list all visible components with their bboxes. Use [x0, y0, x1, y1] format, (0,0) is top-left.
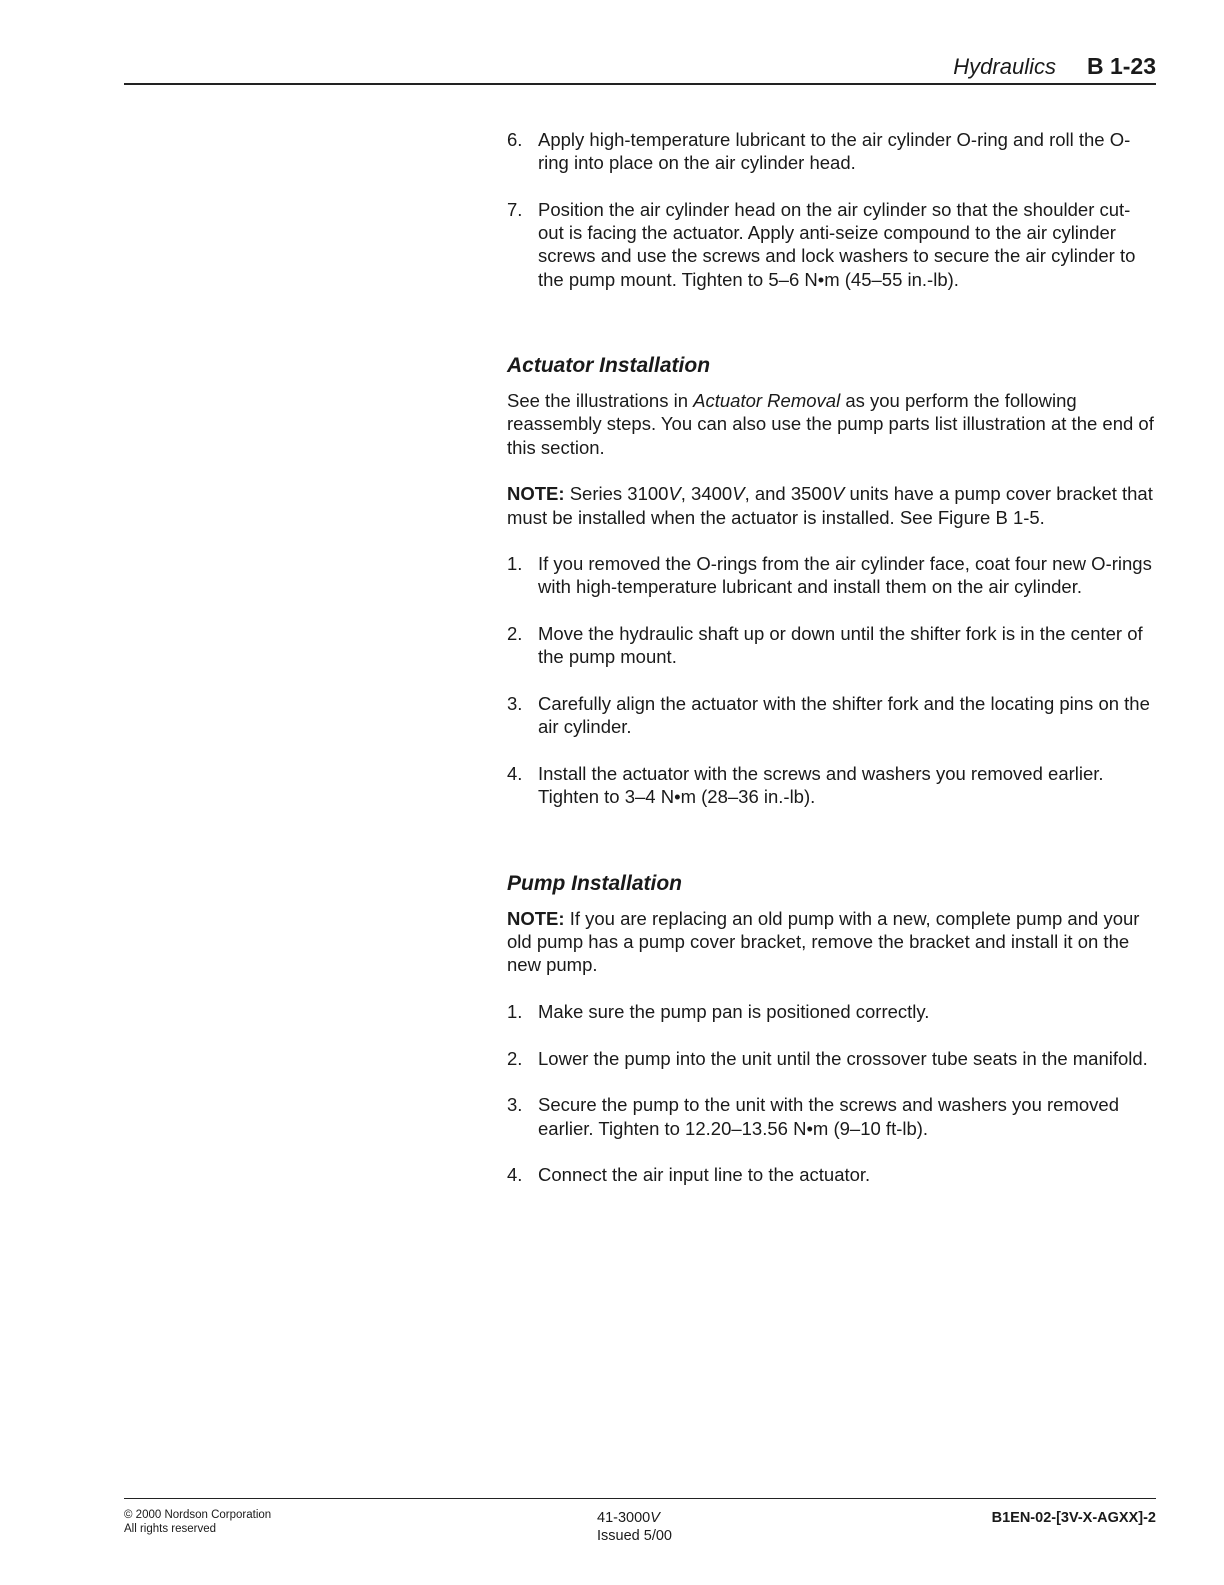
document-code: B1EN-02-[3V-X-AGXX]-2: [991, 1510, 1156, 1526]
actuator-intro: [507, 389, 1155, 459]
step-number: 1.: [507, 553, 523, 575]
step-text: Carefully align the actuator with the shifter fork and the locating pins on the air cylinder.: [538, 693, 1150, 738]
note-model-suffix: V: [732, 483, 745, 505]
step-number: 4.: [507, 762, 523, 784]
actuator-step: [507, 762, 1155, 808]
footer-rule: [124, 1498, 1156, 1499]
header-rule: [124, 83, 1156, 85]
issue-date: Issued 5/00: [597, 1528, 672, 1544]
step-text: Lower the pump into the unit until the crossover tube seats in the manifold.: [538, 1047, 1148, 1069]
actuator-installation-heading: Actuator Installation: [507, 354, 711, 378]
pump-installation-heading: Pump Installation: [507, 871, 683, 895]
step-number: 6.: [507, 129, 523, 150]
note-label: NOTE:: [507, 483, 565, 505]
note-text: If you are replacing an old pump with a new, complete pump and your old pump has a pump cover bracket, remove the bracket and install it on the new pump.: [507, 907, 1140, 976]
step-text: Position the air cylinder head on the air cylinder so that the shoulder cut-out is facing the actuator. Apply anti-seize compound to the air cylinder screws and use the screws and lock washers to secure the air cylinder to the pump mount. Tighten to 5–6 N•m (45–55 in.-lb).: [538, 198, 1136, 290]
step-number: 3.: [507, 1094, 523, 1116]
note-text: units have a pump cover bracket that must be installed when the actuator is installed. See Figure B 1-5.: [507, 483, 1153, 528]
step-text: Connect the air input line to the actuator.: [538, 1164, 871, 1186]
model-number: [597, 1509, 672, 1527]
pump-step: [507, 1163, 1155, 1186]
pump-step: [507, 1093, 1155, 1139]
pump-note: [507, 907, 1155, 977]
step-number: 2.: [507, 623, 523, 645]
air-cylinder-step: [507, 198, 1155, 291]
copyright-text: © 2000 Nordson Corporation: [124, 1509, 272, 1521]
actuator-step: [507, 622, 1155, 668]
note-text: , 3400: [680, 483, 733, 505]
page-body: [507, 128, 1155, 1210]
step-text: Move the hydraulic shaft up or down until the shifter fork is in the center of the pump mount.: [538, 623, 1143, 668]
rights-text: All rights reserved: [124, 1522, 217, 1535]
step-text: Make sure the pump pan is positioned correctly.: [538, 1000, 930, 1022]
note-model-suffix: V: [832, 483, 845, 505]
intro-reference: Actuator Removal: [693, 390, 841, 412]
footer-copyright: [124, 1509, 271, 1536]
spacer: [507, 832, 1155, 871]
step-number: 2.: [507, 1047, 523, 1069]
step-text: Install the actuator with the screws and washers you removed earlier. Tighten to 3–4 N•m (28–36 in.-lb).: [538, 762, 1104, 808]
pump-step: [507, 1000, 1155, 1023]
spacer: [507, 314, 1155, 353]
intro-text: as you perform the following reassembly steps. You can also use the pump parts list illustration at the end of this section.: [507, 390, 1154, 458]
actuator-note: [507, 482, 1155, 528]
actuator-step: [507, 692, 1155, 738]
running-header-section: Hydraulics: [953, 54, 1056, 79]
footer-model-info: [597, 1509, 672, 1545]
note-model-suffix: V: [668, 483, 681, 505]
step-text: Secure the pump to the unit with the screws and washers you removed earlier. Tighten to 12.20–13.56 N•m (9–10 ft-lb).: [538, 1094, 1119, 1139]
actuator-step: [507, 552, 1155, 598]
note-label: NOTE:: [507, 907, 565, 929]
note-text: Series 3100: [564, 483, 669, 505]
step-text: Apply high-temperature lubricant to the air cylinder O-ring and roll the O-ring into place on the air cylinder head.: [538, 129, 1131, 174]
step-number: 7.: [507, 198, 523, 220]
air-cylinder-step: [507, 128, 1155, 174]
step-text: If you removed the O-rings from the air cylinder face, coat four new O-rings with high-temperature lubricant and install them on the air cylinder.: [538, 553, 1152, 598]
step-number: 4.: [507, 1164, 523, 1186]
note-text: , and 3500: [744, 483, 833, 505]
intro-text: See the illustrations in: [507, 390, 694, 412]
model-suffix: V: [650, 1510, 660, 1526]
page-number: B 1-23: [1086, 53, 1156, 79]
step-number: 3.: [507, 693, 523, 715]
step-number: 1.: [507, 1000, 523, 1022]
model-prefix: 41-3000: [597, 1510, 651, 1526]
pump-step: [507, 1047, 1155, 1070]
